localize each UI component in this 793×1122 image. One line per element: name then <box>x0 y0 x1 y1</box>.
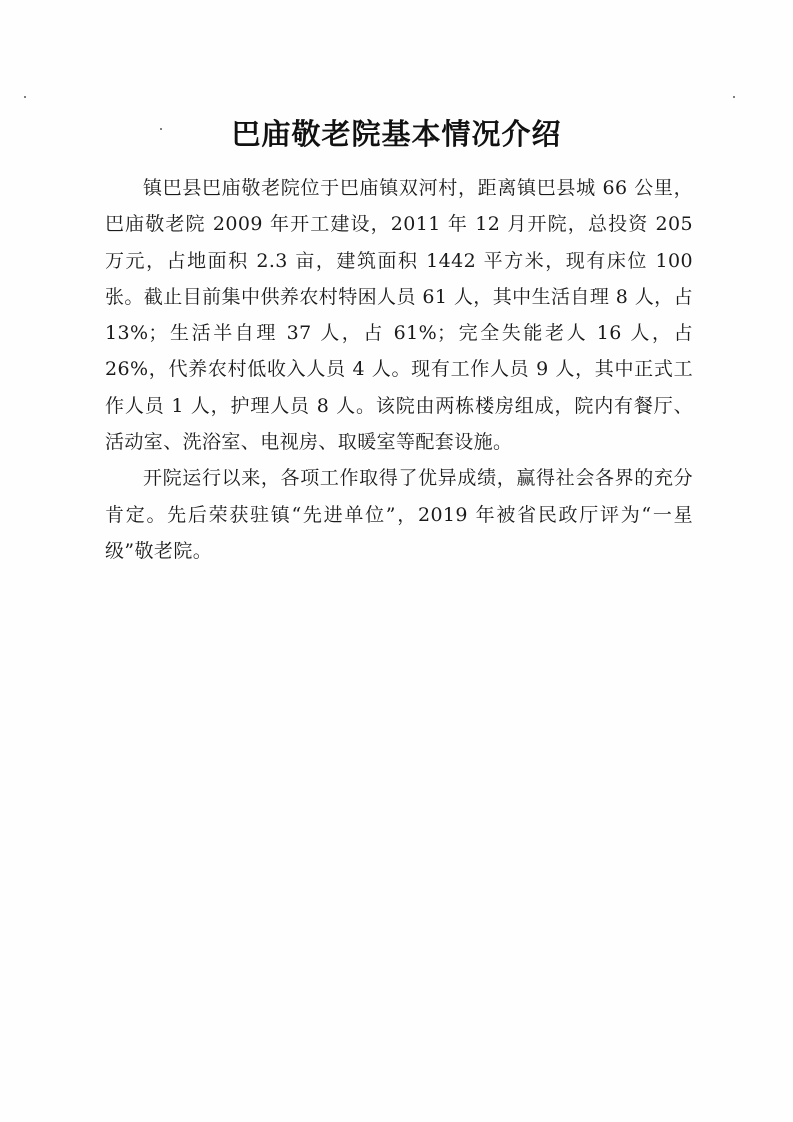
scan-speck <box>24 96 26 98</box>
paragraph-intro: 镇巴县巴庙敬老院位于巴庙镇双河村，距离镇巴县城 66 公里，巴庙敬老院 2009 年开工建设，2011 年 12 月开院，总投资 205 万元，占地面积 2.3 亩，建筑面积 1442 平方米，现有床位 100 张。截止目前集中供养农村特困人员 61 人，其中生活自理 8 人，占 13%；生活半自理 37 人，占 61%；完全失能老人 16 人，占 26%，代养农村低收入人员 4 人。现有工作人员 9 人，其中正式工作人员 1 人，护理人员 8 人。该院由两栋楼房组成，院内有餐厅、活动室、洗浴室、电视房、取暖室等配套设施。 <box>105 177 693 454</box>
document-title: 巴庙敬老院基本情况介绍 <box>231 117 562 151</box>
paragraph-achievements: 开院运行以来，各项工作取得了优异成绩，赢得社会各界的充分肯定。先后荣获驻镇“先进单位”，2019 年被省民政厅评为“一星级”敬老院。 <box>105 467 693 562</box>
document-body <box>105 170 693 569</box>
scan-speck <box>733 96 735 98</box>
